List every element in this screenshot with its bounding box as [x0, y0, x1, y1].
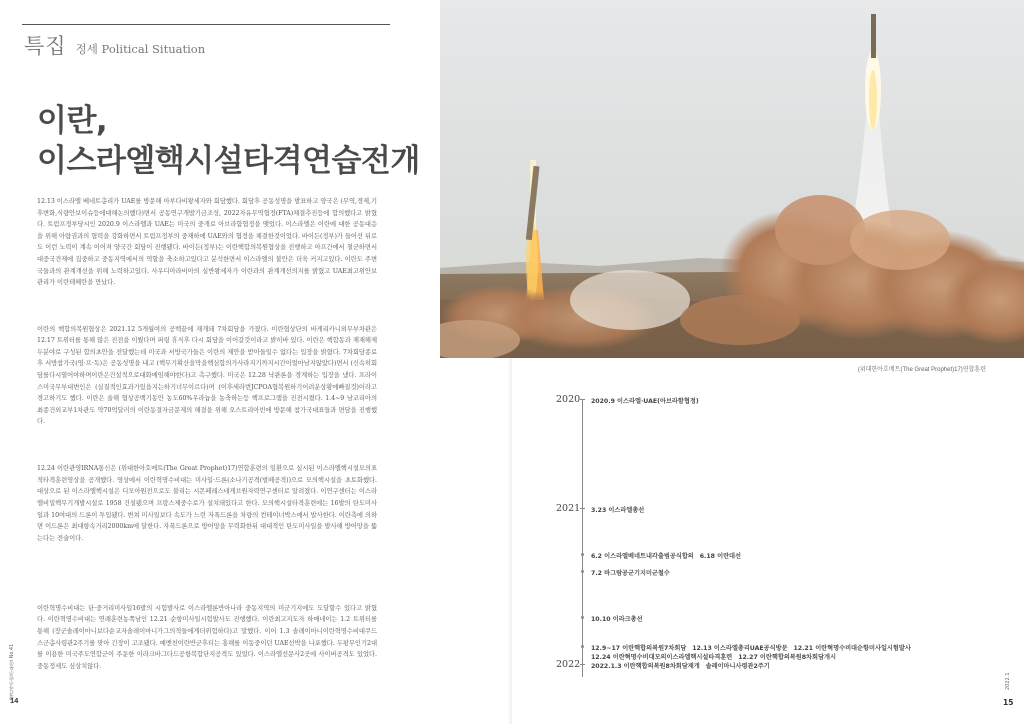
- section-sub: 정세 Political Situation: [75, 42, 206, 56]
- timeline-dot: [581, 570, 584, 573]
- timeline-item: 6.2 이스라엘베네트내각출범공식합의 6.18 이란대선: [591, 553, 742, 560]
- title-line-1: 이란,: [37, 103, 108, 139]
- photo-illustration: [440, 0, 1024, 358]
- timeline-item: 2022.1.3 이란핵합의복원8차회담재개 솔레이마니사령관2주기: [591, 663, 770, 670]
- timeline-item: 12.24 이란혁명수비대모의이스라엘핵시설타격훈련 12.27 이란핵합의복원8차회담개시: [591, 654, 836, 661]
- timeline-year-2022: 2022: [556, 659, 581, 670]
- issue-date-vertical: 2022.1: [1005, 672, 1011, 690]
- section-label: 특집: [24, 34, 67, 58]
- timeline-item: 10.10 이라크총선: [591, 616, 643, 623]
- timeline-item: 2020.9 이스라엘·UAE(아브라함협정): [591, 398, 699, 405]
- timeline-dot: [581, 553, 584, 556]
- paragraph: 이란의 핵합의복원협상은 2021.12 5개월여의 공백끝에 재개돼 7차회담을 가졌다. 이란협상단의 바게리카니외무부차관은 12.17 트위터를 통해 많은 진전을 이뤘다며 퍼링 휴식후 다시 회담을 이어갈것이라고 밝히바 있다. 이란은 핵합동과 재재해제 두분야로 구성된 합의초안을 전달했는데 미국과 서방국가들은 이란의 제안을 받아들일수 없다는 입장을 밝혔다. 7차회담종료후 서방참가국(영·프·독)은 공동성명을 내고 (핵무기확산을막을핵심합의가사라지기까지시간이얼마남지않았다)면서 (신속히회담를다시열어야하며이란은건설적으로대화에임해야한다)고 촉구했다. 미국은 12.28 낙관론을 경계하는 입장을 냈다. 프라이스미국무부대변인은 (실질적인효과가있을지는하기너무이르다)며 (이후세라번JCPOA협복원하기어려운상황에빠질것)이라고 경고하기도 했다. 이란은 올해 협상공백기동안 농도60%우라늄을 농축하는등 핵프로그램을 진전시켰다. 1.4~9 남코리아의 최종건외교부1차관도 약70억달러의 이란동결자금문제의 해결을 위해 오스트리아빈에 방문해 참가국대표들과 면담을 진행했다.: [37, 325, 377, 426]
- timeline-item: 12.9~17 이란핵합의복원7차회담 12.13 이스라엘총리UAE공식방문 12.21 이란혁명수비대순항미사일시험발사: [591, 645, 911, 652]
- magazine-name-vertical: 월간자주민주통일 No.41: [9, 643, 15, 700]
- timeline-item: 3.23 이스라엘총선: [591, 507, 645, 514]
- timeline-item: 7.2 바그람공군기지미군철수: [591, 570, 670, 577]
- page-number-left: 14: [10, 696, 19, 705]
- timeline-tick: [580, 664, 585, 665]
- page-number-right: 15: [1003, 698, 1014, 707]
- timeline-axis: [582, 399, 583, 677]
- timeline-tick: [580, 508, 585, 509]
- article-title: [37, 101, 420, 181]
- article-body: [37, 196, 377, 724]
- timeline-year-2020: 2020: [556, 394, 581, 405]
- missile-launch-photo: [440, 0, 1024, 358]
- timeline-year-2021: 2021: [556, 503, 581, 514]
- timeline-dot: [581, 645, 584, 648]
- header-rule: [22, 24, 390, 25]
- photo-caption: (위대한아호메트(The Great Prophet)17)연합훈련: [857, 367, 986, 373]
- timeline-tick: [580, 399, 585, 400]
- timeline-dot: [581, 616, 584, 619]
- paragraph: 12.13 이스라엘 베네트총리가 UAE를 방문해 아부다비왕세자와 회담했다. 회담후 공동성명을 발표하고 양국은 (무역,경제,기후변화,식량안보이슈등에대해논의했다)면서 공동연구개발기금조성, 2022자유무역협정(FTA)체결추진등에 합의했다고 밝혔다. 트럼프정부당시인 2020.9 이스라엘과 UAE는 미국의 중개로 아브라함협정을 맺었다. 이스라엘은 이란에 대한 공동대응을 위해 아랍권과의 협력을 강화하면서 트럼프정부의 중재하에 UAE와의 협정을 체결한것이었다. 바이든(정부)가 들어선 뒤로도 이런 노력이 계속 이어져 양국간 회담이 진행됐다. 바이든(정부)는 이란핵합의복원협상을 진행하고 아프간에서 철군하면서 대중국견제에 집중하고 중동지역에서의 역할을 축소하고있다고 분석한면서 이스라엘의 불안은 더욱 커지고있다. 이란도 주변국들과의 관계개선을 위해 노력하고있다. 사우디아라비아의 실반왕세자가 이란과의 관계개선의지를 밝혔고 UAE최고위안보관리가 이란테헤란을 만났다.: [37, 198, 377, 287]
- paragraph: 12.24 이란관영IRNA통신은 (위대한아호메트(The Great Prophet)17)연합훈련의 일환으로 실시된 이스라엘핵시설모의표적타격훈련영상을 공개했다. 영상에서 이란혁명수비대는 미사일·드론(소나기공격(벌떼공격))으로 모의핵시설을 초토화했다. 대상으로 된 이스라엘핵시설은 디모아원전으로도 불리는 시몬페레스네게브원자력연구센터로 알려졌다. 이연구센터는 이스라엘비밀핵무기개발시설로 1958 건설됐으며 프랑스제중수로가 설치돼있다고 한다. 모의핵시설타격훈련에는 16발의 탄도미사일과 10여대의 드론이 투입됐다. 변쳐 미사일보다 속도가 느린 자폭드론을 차량의 컨테이너박스에서 발사한다. 이란측에 의하면 이드론은 최대항속거리2000km에 달한다. 자폭드론으로 방어망을 무력화한뒤 대대적인 탄도미사일을 발사해 방어망을 뚫는다는 전술이다.: [37, 465, 377, 542]
- title-line-2: 이스라엘핵시설타격연습전개: [37, 143, 420, 179]
- section-header: [24, 30, 205, 60]
- paragraph: 이란혁명수비대는 단·중거리미사일16발의 시험발사로 이스라엘론반아나라 중동지역의 미군기지에도 도달할수 있다고 밝혔다. 이란혁명수비대는 연례훈련농쪽남인 12.21 순항미사일시험발사도 진행했다. 이란최고지도자 하메네이는 1.2 트위터를 통해 (장군솔레이마니보다순교자솔레이마니가그의적들에게더위험하다)고 말했다. 이어 1.3 솔레이마니이란혁명수비대쿠드스군총사령관2주기를 맞아 긴장이 고조됐다. 예멘친이란반군후티는 홍해를 이동중이던 UAE선박을 나포했다. 두팡무인기2대를 이용한 미국주도연합군이 주둔한 이라크바그다드공항복합단지공격도 있었다. 이스라엘선문사2곳에 사이버공격도 있었다. 중동정세도 심상치않다.: [37, 604, 377, 670]
